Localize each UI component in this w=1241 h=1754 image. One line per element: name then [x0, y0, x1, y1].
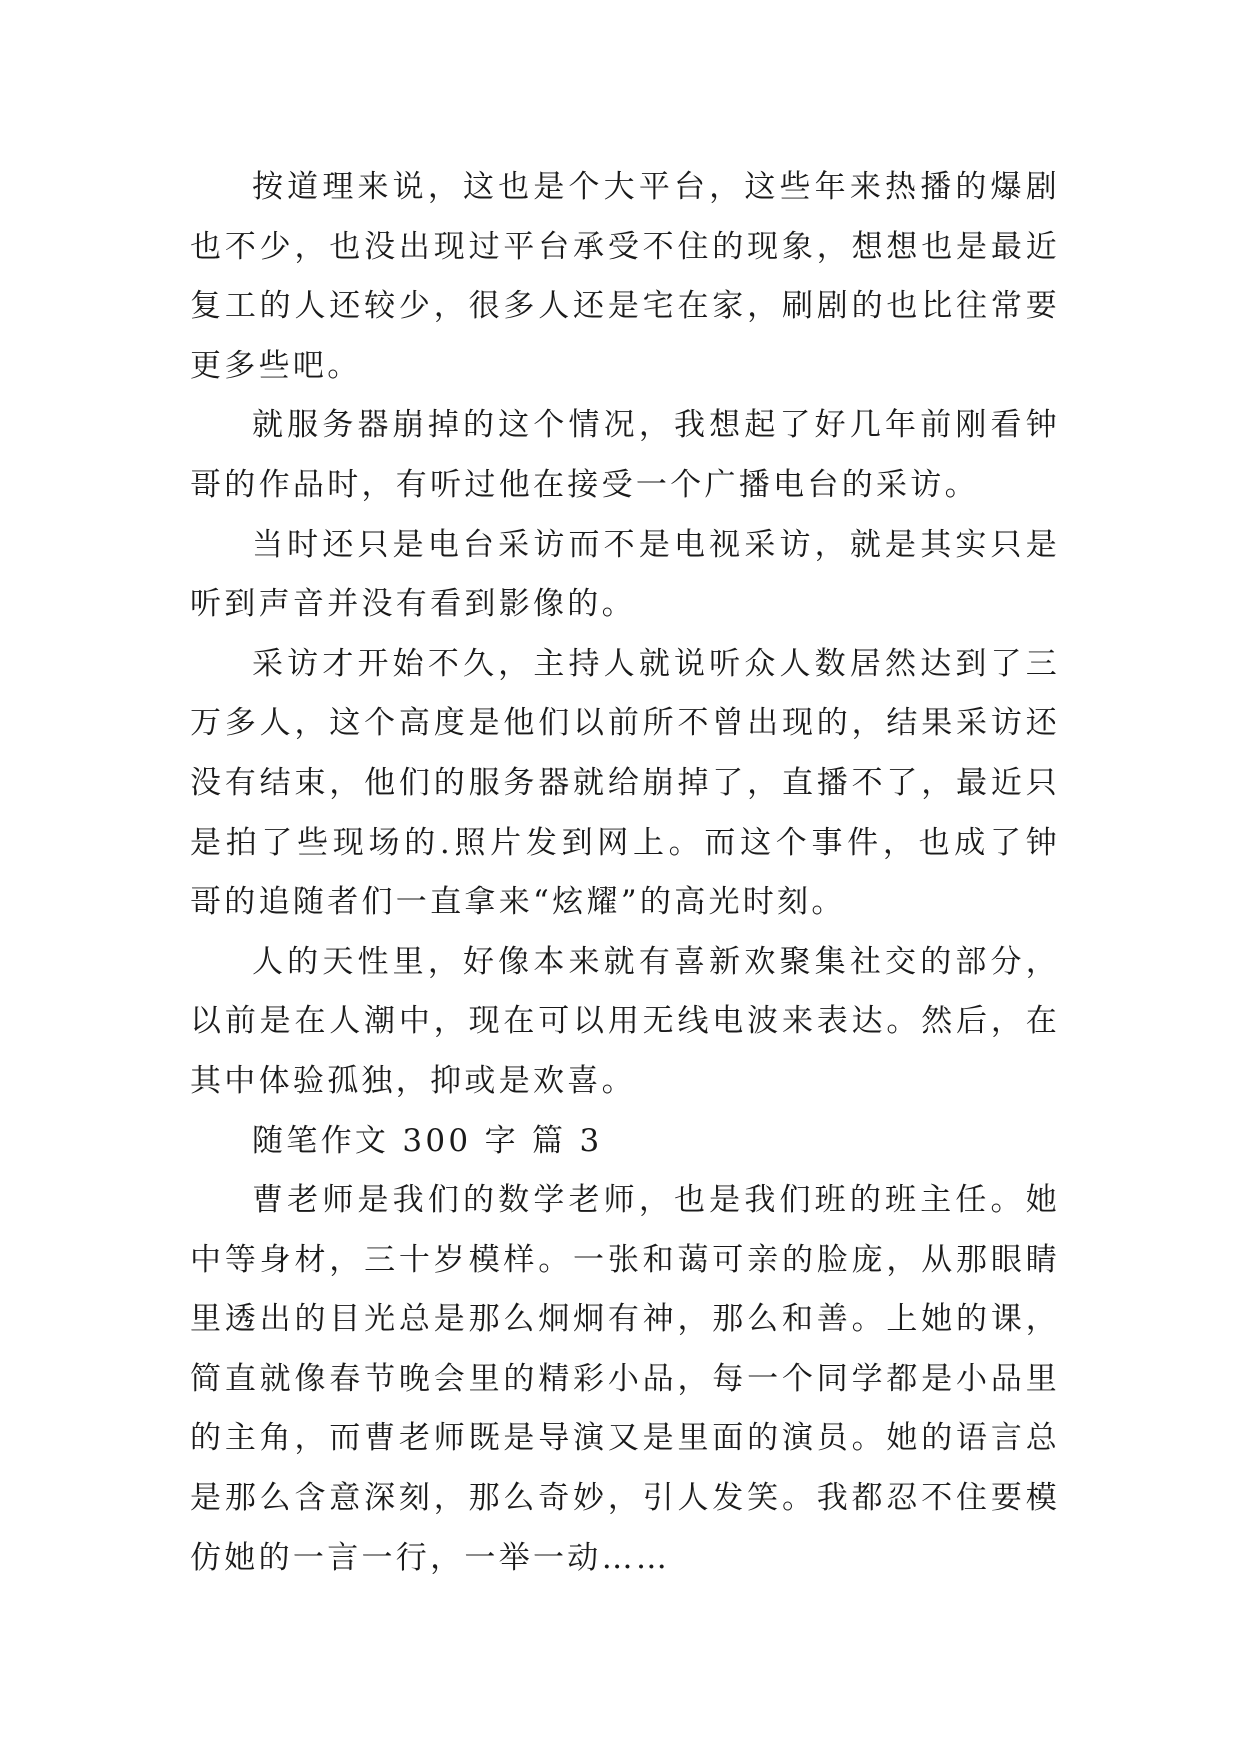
paragraph-3: 当时还只是电台采访而不是电视采访，就是其实只是听到声音并没有看到影像的。	[190, 526, 1060, 623]
paragraph-5: 人的天性里，好像本来就有喜新欢聚集社交的部分，以前是在人潮中，现在可以用无线电波来表达。然后，在其中体验孤独，抑或是欢喜。	[190, 943, 1060, 1099]
paragraph-4: 采访才开始不久，主持人就说听众人数居然达到了三万多人，这个高度是他们以前所不曾出现的，结果采访还没有结束，他们的服务器就给崩掉了，直播不了，最近只是拍了些现场的.照片发到网上。而这个事件，也成了钟哥的追随者们一直拿来“炫耀”的高光时刻。	[190, 645, 1060, 921]
section-paragraph-1: 曹老师是我们的数学老师，也是我们班的班主任。她中等身材，三十岁模样。一张和蔼可亲的脸庞，从那眼睛里透出的目光总是那么炯炯有神，那么和善。上她的课，简直就像春节晚会里的精彩小品，每一个同学都是小品里的主角，而曹老师既是导演又是里面的演员。她的语言总是那么含意深刻，那么奇妙，引人发笑。我都忍不住要模仿她的一言一行，一举一动……	[190, 1182, 1060, 1576]
section-heading: 随笔作文 300 字 篇 3	[252, 1122, 603, 1159]
paragraph-2: 就服务器崩掉的这个情况，我想起了好几年前刚看钟哥的作品时，有听过他在接受一个广播电台的采访。	[190, 407, 1060, 503]
document-body	[190, 158, 1060, 1588]
paragraph-1: 按道理来说，这也是个大平台，这些年来热播的爆剧也不少，也没出现过平台承受不住的现象，想想也是最近复工的人还较少，很多人还是宅在家，刷剧的也比往常要更多些吧。	[190, 169, 1060, 384]
